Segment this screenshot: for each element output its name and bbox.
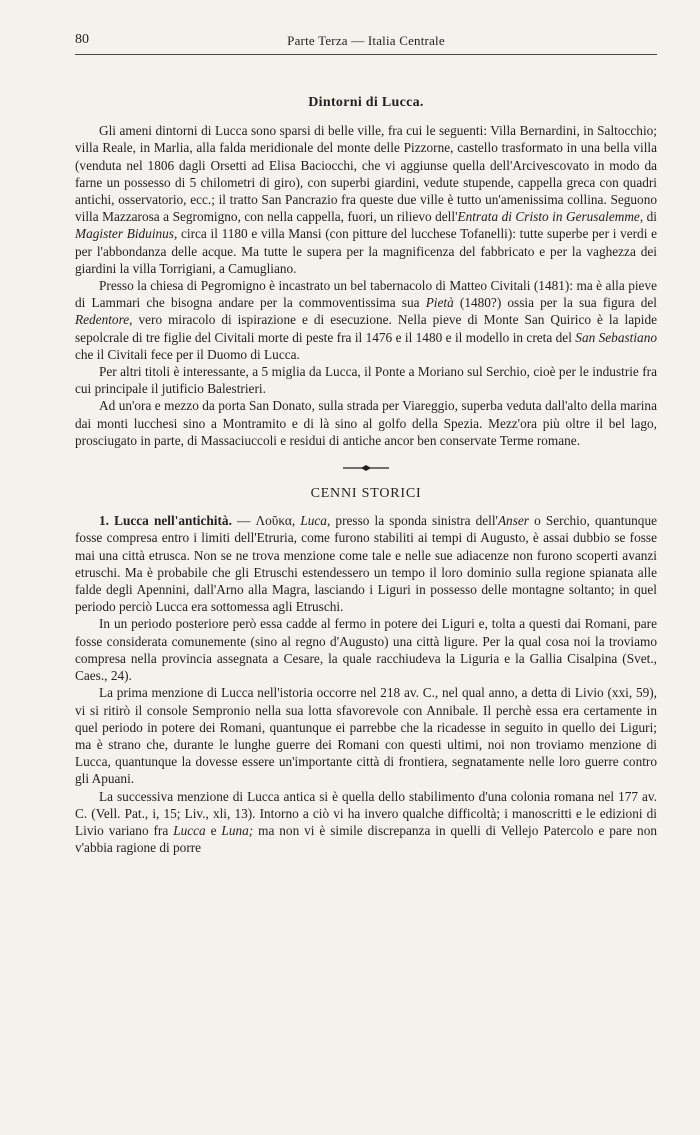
italic-run: Pietà — [425, 295, 454, 311]
text-run: , — [291, 513, 301, 529]
running-title: Parte Terza — Italia Centrale — [287, 33, 445, 48]
text-run: , vero miracolo di ispirazione e di esecuzione. Nella pieve di Monte San Quirico è la lapide sepolcrale di tre figlie del Civitali morte di peste fra il 1476 e il 1480 e il modello in creta del — [75, 312, 657, 345]
text-run: — — [231, 513, 256, 529]
paragraph: La prima menzione di Lucca nell'istoria occorre nel 218 av. C., nel qual anno, a detta di Livio (xxi, 59), vi si ritirò il console Sempronio nella sua lotta sfavorevole con Annibale. Il perchè essa era certamente in quel periodo in potere dei Romani, quantunque ei parrebbe che la ricadesse in seguito in quello dei Liguri; ma è strano che, durante le lunghe guerre dei Romani con questi ultimi, noi non troviamo menzione di Lucca, quantunque la dovesse essere un'importante città di frontiera, segnatamente nelle loro guerre contro gli Apuani. — [75, 685, 657, 787]
text-run: Presso la chiesa di Pegromigno è incastrato un bel tabernacolo di Matteo Civitali (1481): ma è alla pieve di Lammari che bisogna andare per la commoventissima sua — [75, 278, 657, 311]
italic-run: Luna; — [221, 822, 254, 838]
paragraph: Per altri titoli è interessante, a 5 miglia da Lucca, il Ponte a Moriano sul Serchio, cioè per le industrie fra cui principale il jutificio Balestrieri. — [75, 364, 657, 397]
paragraph — [75, 122, 657, 277]
page-number: 80 — [75, 32, 89, 47]
italic-run: San Sebastiano — [575, 329, 657, 345]
italic-run: Redentore — [75, 312, 130, 328]
text-run: , circa il 1180 e villa Mansi (con pitture del lucchese Tofanelli): tutte superbe per i verdi e per l'abbondanza delle acque. Ma tutte le supera per la magnificenza del fabbricato e per la vaghezza dei giardini la villa Torrigiani, a Camugliano. — [75, 226, 657, 276]
section-title-cenni-storici: CENNI STORICI — [310, 486, 422, 502]
paragraph: Ad un'ora e mezzo da porta San Donato, sulla strada per Viareggio, superba veduta dall'alto della marina dai monti lucchesi sino a Montramito e di là sino al golfo della Spezia. Mezz'ora più oltre il bel lago, prosciugato in parte, di Massaciuccoli e residui di antiche ancor ben conservate Terme romane. — [75, 398, 657, 448]
text-run: Gli ameni dintorni di Lucca sono sparsi di belle ville, fra cui le seguenti: Villa Bernardini, in Saltocchio; villa Reale, in Marlia, alla falda meridionale del monte delle Pizzorne, castello trasformato in una bella villa (venduta nel 1806 dagli Orsetti ad Elisa Baciocchi, che vi aggiunse quella dell'Arcivescovato in modo da farne un possesso di 5 chilometri di giro), con superbi giardini, vedute stupende, cappella greca con quadri antichi, osservatorio, ecc.; il tratto San Pancrazio fra queste due ville è tutto un'amenissima collina. Seguono villa Mazzarosa a Segromigno, con nella cappella, fuori, un rilievo dell' — [75, 123, 657, 225]
text-run: La successiva menzione di Lucca antica si è quella dello stabilimento d'una colonia romana nel 177 av. C. (Vell. Pat., i, 15; Liv., xli, 13). Intorno a ciò vi ha invero qualche difficoltà; i manoscritti e le edizioni di Livio variano fra — [75, 788, 657, 838]
text-run: e — [205, 822, 222, 838]
italic-run: Lucca — [173, 822, 206, 838]
page-header — [75, 30, 657, 55]
text-run: , di — [639, 209, 657, 225]
paragraph — [75, 512, 657, 615]
paragraph: In un periodo posteriore però essa cadde al fermo in potere dei Liguri e, tolta a questi dai Romani, pare fosse considerata comunemente (sino al regno d'Augusto) una città ligure. Per la qual cosa noi la troviamo compresa nella provincia assegnata a Cesare, la quale racchiudeva la Liguria e la Gallia Cisalpina (Svet., Caes., 24). — [75, 616, 657, 684]
text-run: che il Civitali fece per il Duomo di Lucca. — [75, 346, 300, 362]
text-run: o Serchio, quantunque fosse compresa entro i limiti dell'Etruria, come furono stabiliti ai tempi di Augusto, è assai dubbio se fosse mai una città etrusca. Non se ne trova menzione come tale e nelle sue adiacenze non furono scoperti avanzi etruschi. Ma è probabile che gli Etruschi estendessero un tempo il loro dominio sulla regione spianata alle falde degli Apennini, dall'Arno alla Magra, lasciando i Liguri in possesso delle montagne soltanto; in quel periodo perciò Lucca era sottomessa agli Etruschi. — [75, 513, 657, 615]
text-run: ma non vi è simile discrepanza in quelli di Vellejo Patercolo e pare non v'abbia ragione di porre — [75, 822, 657, 856]
ornamental-rule-icon — [341, 463, 391, 473]
text-run: (1480?) ossia per la sua figura del — [453, 295, 657, 311]
page-body — [75, 86, 657, 856]
italic-run: Entrata di Cristo in Gerusalemme — [457, 209, 640, 225]
paragraph — [75, 277, 657, 363]
italic-run: Anser — [497, 513, 529, 529]
italic-run: Luca — [300, 513, 327, 529]
text-run: , presso la sponda sinistra dell' — [326, 513, 498, 529]
paragraph — [75, 788, 657, 857]
subsection-heading: 1. Lucca nell'antichità. — [99, 513, 232, 529]
italic-run: Magister Biduinus — [75, 226, 174, 242]
greek-run: Λοῦκα — [255, 513, 292, 529]
section-title-dintorni: Dintorni di Lucca. — [308, 95, 424, 110]
